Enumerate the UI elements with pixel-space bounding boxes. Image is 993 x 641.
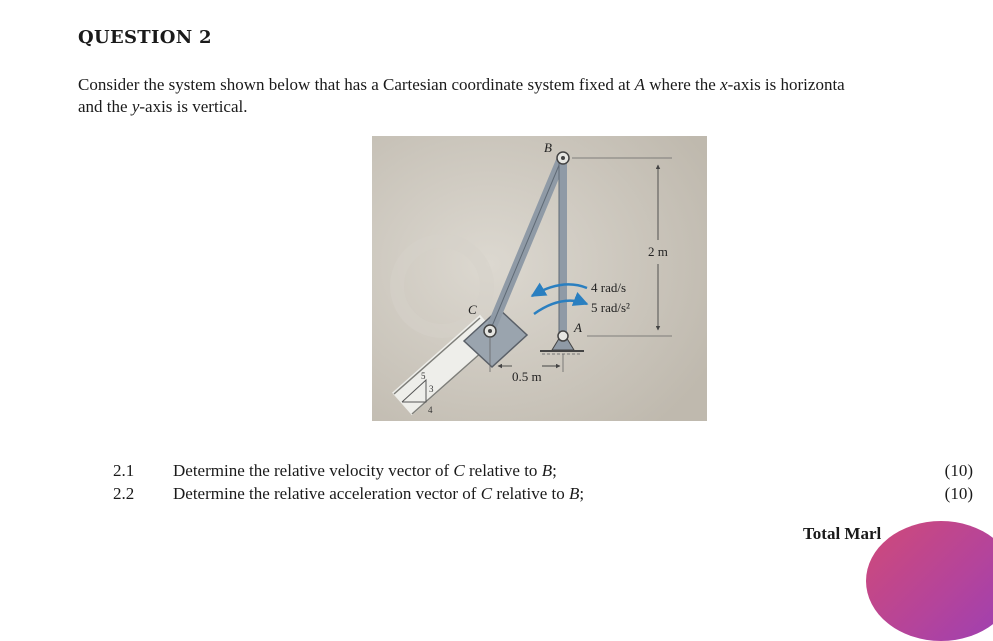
subquestion-text <box>173 482 584 505</box>
subquestion-2-1 <box>113 459 973 482</box>
intro-paragraph <box>78 74 993 118</box>
subquestion-text-part: ; <box>552 461 557 480</box>
dim-height-label: 2 m <box>648 244 668 259</box>
point-a-var: A <box>634 75 646 94</box>
var-c: C <box>480 484 493 503</box>
mechanism-figure <box>372 136 707 421</box>
subquestion-text-part: ; <box>579 484 585 503</box>
subquestion-text-part: relative to <box>464 461 542 480</box>
alpha-label: 5 rad/s² <box>591 300 630 315</box>
subquestion-marks: (10) <box>944 461 973 480</box>
subquestion-text-part: Determine the relative acceleration vector of <box>173 484 481 503</box>
pin-a <box>558 331 568 341</box>
intro-line-1 <box>78 74 993 96</box>
dim-width-label: 0.5 m <box>512 369 542 384</box>
subquestion-list <box>113 459 973 505</box>
intro-text: -axis is horizonta <box>727 75 845 94</box>
subquestion-text-part: relative to <box>492 484 570 503</box>
question-title: QUESTION 2 <box>78 27 212 48</box>
slope-label-4: 4 <box>428 405 433 415</box>
label-b: B <box>544 140 552 155</box>
slope-label-3: 3 <box>429 384 434 394</box>
mechanism-diagram <box>372 136 707 421</box>
intro-line-2 <box>78 96 993 118</box>
omega-label: 4 rad/s <box>591 280 627 295</box>
intro-text: where the <box>645 75 721 94</box>
intro-text: Consider the system shown below that has a Cartesian coordinate system fixed at <box>78 75 635 94</box>
intro-text: and the <box>78 97 132 116</box>
label-c: C <box>468 302 477 317</box>
subquestion-2-2 <box>113 482 973 505</box>
var-b: B <box>569 484 580 503</box>
pin-c-center <box>488 329 492 333</box>
var-c: C <box>453 461 465 480</box>
subquestion-marks: (10) <box>944 484 973 503</box>
subquestion-text-part: Determine the relative velocity vector of <box>173 461 454 480</box>
subquestion-number: 2.1 <box>113 461 135 480</box>
label-a: A <box>574 320 582 335</box>
intro-text: -axis is vertical. <box>139 97 248 116</box>
overlay-blob <box>866 521 993 641</box>
slope-label-5: 5 <box>421 371 426 381</box>
pin-b-center <box>561 156 565 160</box>
y-axis-var: y <box>131 97 140 116</box>
var-b: B <box>541 461 553 480</box>
subquestion-text <box>173 459 557 482</box>
total-marks-label: Total Marl <box>803 524 882 543</box>
x-axis-var: x <box>720 75 728 94</box>
subquestion-number: 2.2 <box>113 484 135 503</box>
